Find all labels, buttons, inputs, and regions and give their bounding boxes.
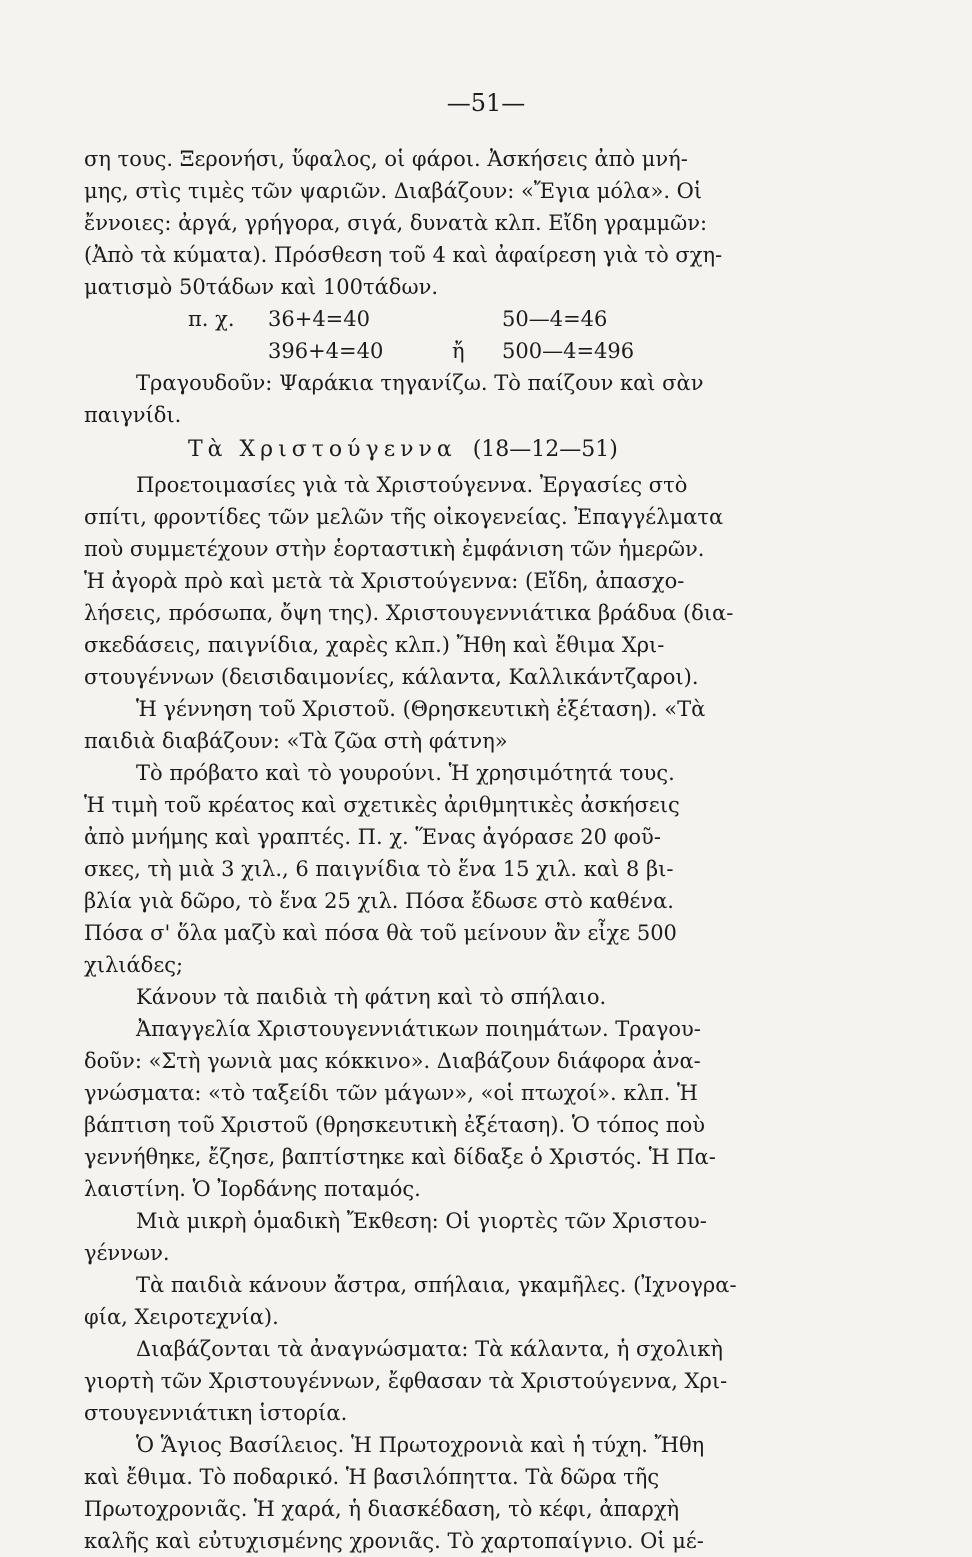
text-line: ἀπὸ μνήμης καὶ γραπτές. Π. χ. Ἕνας ἀγόρασε 20 φοῦ- [84, 825, 661, 849]
text-line: Πρωτοχρονιᾶς. Ἡ χαρά, ἡ διασκέδαση, τὸ κέφι, ἀπαρχὴ [84, 1497, 680, 1521]
text-line: Κάνουν τὰ παιδιὰ τὴ φάτνη καὶ τὸ σπήλαιο. [136, 985, 607, 1009]
text-line: Διαβάζονται τὰ ἀναγνώσματα: Τὰ κάλαντα, ἡ σχολικὴ [136, 1337, 723, 1361]
text-line: γεννήθηκε, ἔζησε, βαπτίστηκε καὶ δίδαξε ὁ Χριστός. Ἡ Πα- [84, 1145, 716, 1169]
example-difference-1: 50—4=46 [502, 307, 608, 331]
text-line: Ἀπαγγελία Χριστουγεννιάτικων ποιημάτων. Τραγου- [136, 1017, 701, 1041]
text-line: Προετοιμασίες γιὰ τὰ Χριστούγεννα. Ἐργασίες στὸ [136, 473, 688, 497]
section-date: (18—12—51) [472, 437, 618, 462]
text-line: Πόσα σ' ὅλα μαζὺ καὶ πόσα θὰ τοῦ μείνουν ἂν εἶχε 500 [84, 921, 677, 945]
text-line: δοῦν: «Στὴ γωνιὰ μας κόκκινο». Διαβάζουν διάφορα ἀνα- [84, 1049, 701, 1073]
page-number: —51— [446, 89, 526, 117]
text-line: ματισμὸ 50τάδων καὶ 100τάδων. [84, 275, 439, 299]
arithmetic-example-row-1 [84, 303, 884, 335]
text-line: ποὺ συμμετέχουν στὴν ἑορταστικὴ ἐμφάνιση τῶν ἡμερῶν. [84, 537, 705, 561]
text-line: Τὸ πρόβατο καὶ τὸ γουρούνι. Ἡ χρησιμότητά τους. [136, 761, 675, 785]
text-line: σκες, τὴ μιὰ 3 χιλ., 6 παιγνίδια τὸ ἕνα 15 χιλ. καὶ 8 βι- [84, 857, 674, 881]
text-line: Τραγουδοῦν: Ψαράκια τηγανίζω. Τὸ παίζουν καὶ σὰν [136, 371, 704, 395]
text-line: ἔννοιες: ἀργά, γρήγορα, σιγά, δυνατὰ κλπ. Εἴδη γραμμῶν: [84, 211, 708, 235]
text-line: γέννων. [84, 1241, 170, 1265]
text-line: βάπτιση τοῦ Χριστοῦ (θρησκευτικὴ ἐξέταση). Ὁ τόπος ποὺ [84, 1113, 705, 1137]
text-line: σπίτι, φροντίδες τῶν μελῶν τῆς οἰκογενείας. Ἐπαγγέλματα [84, 505, 724, 529]
text-line: παιγνίδι. [84, 403, 182, 427]
example-connector: ἤ [452, 339, 465, 363]
text-line: Μιὰ μικρὴ ὁμαδικὴ Ἔκθεση: Οἱ γιορτὲς τῶν Χριστου- [136, 1209, 707, 1233]
text-line: στουγέννων (δεισιδαιμονίες, κάλαντα, Καλλικάντζαροι). [84, 665, 699, 689]
example-difference-2: 500—4=496 [502, 339, 635, 363]
example-sum-1: 36+4=40 [268, 307, 370, 331]
text-line: μης, στὶς τιμὲς τῶν ψαριῶν. Διαβάζουν: «Ἔγια μόλα». Οἱ [84, 179, 703, 203]
text-line: Ἡ ἀγορὰ πρὸ καὶ μετὰ τὰ Χριστούγεννα: (Εἴδη, ἀπασχο- [84, 569, 685, 593]
text-line: σκεδάσεις, παιγνίδια, χαρὲς κλπ.) Ἤθη καὶ ἔθιμα Χρι- [84, 633, 665, 657]
text-line: Ἡ γέννηση τοῦ Χριστοῦ. (Θρησκευτικὴ ἐξέταση). «Τὰ [136, 697, 706, 721]
text-line: Ὁ Ἅγιος Βασίλειος. Ἡ Πρωτοχρονιὰ καὶ ἡ τύχη. Ἤθη [136, 1433, 705, 1457]
example-prefix: π. χ. [188, 307, 235, 331]
text-line: φία, Χειροτεχνία). [84, 1305, 279, 1329]
section-title: Τὰ Χριστούγεννα [188, 437, 457, 462]
text-line: παιδιὰ διαβάζουν: «Τὰ ζῶα στὴ φάτνη» [84, 729, 508, 753]
text-line: Τὰ παιδιὰ κάνουν ἄστρα, σπήλαια, γκαμῆλες. (Ἰχνογρα- [136, 1273, 737, 1297]
text-line: (Ἀπὸ τὰ κύματα). Πρόσθεση τοῦ 4 καὶ ἀφαίρεση γιὰ τὸ σχη- [84, 243, 723, 267]
page-body [84, 143, 884, 1557]
text-line: καὶ ἔθιμα. Τὸ ποδαρικό. Ἡ βασιλόπηττα. Τὰ δῶρα τῆς [84, 1465, 660, 1489]
text-line: βλία γιὰ δῶρο, τὸ ἕνα 25 χιλ. Πόσα ἔδωσε στὸ καθένα. [84, 889, 674, 913]
text-line: καλῆς καὶ εὐτυχισμένης χρονιᾶς. Τὸ χαρτοπαίγνιο. Οἱ μέ- [84, 1529, 704, 1553]
text-line: χιλιάδες; [84, 953, 184, 977]
text-line: λήσεις, πρόσωπα, ὄψη της). Χριστουγεννιάτικα βράδυα (δια- [84, 601, 734, 625]
text-line: γνώσματα: «τὸ ταξείδι τῶν μάγων», «οἱ πτωχοί». κλπ. Ἡ [84, 1081, 698, 1105]
text-line: γιορτὴ τῶν Χριστουγέννων, ἔφθασαν τὰ Χριστούγεννα, Χρι- [84, 1369, 728, 1393]
example-sum-2: 396+4=40 [268, 339, 384, 363]
text-line: στουγεννιάτικη ἱστορία. [84, 1401, 348, 1425]
text-line: Ἡ τιμὴ τοῦ κρέατος καὶ σχετικὲς ἀριθμητικὲς ἀσκήσεις [84, 793, 680, 817]
arithmetic-example-row-2 [84, 335, 884, 367]
text-line: ση τους. Ξερονήσι, ὕφαλος, οἱ φάροι. Ἀσκήσεις ἀπὸ μνή- [84, 147, 688, 171]
text-line: λαιστίνη. Ὁ Ἰορδάνης ποταμός. [84, 1177, 421, 1201]
section-heading [84, 431, 884, 469]
